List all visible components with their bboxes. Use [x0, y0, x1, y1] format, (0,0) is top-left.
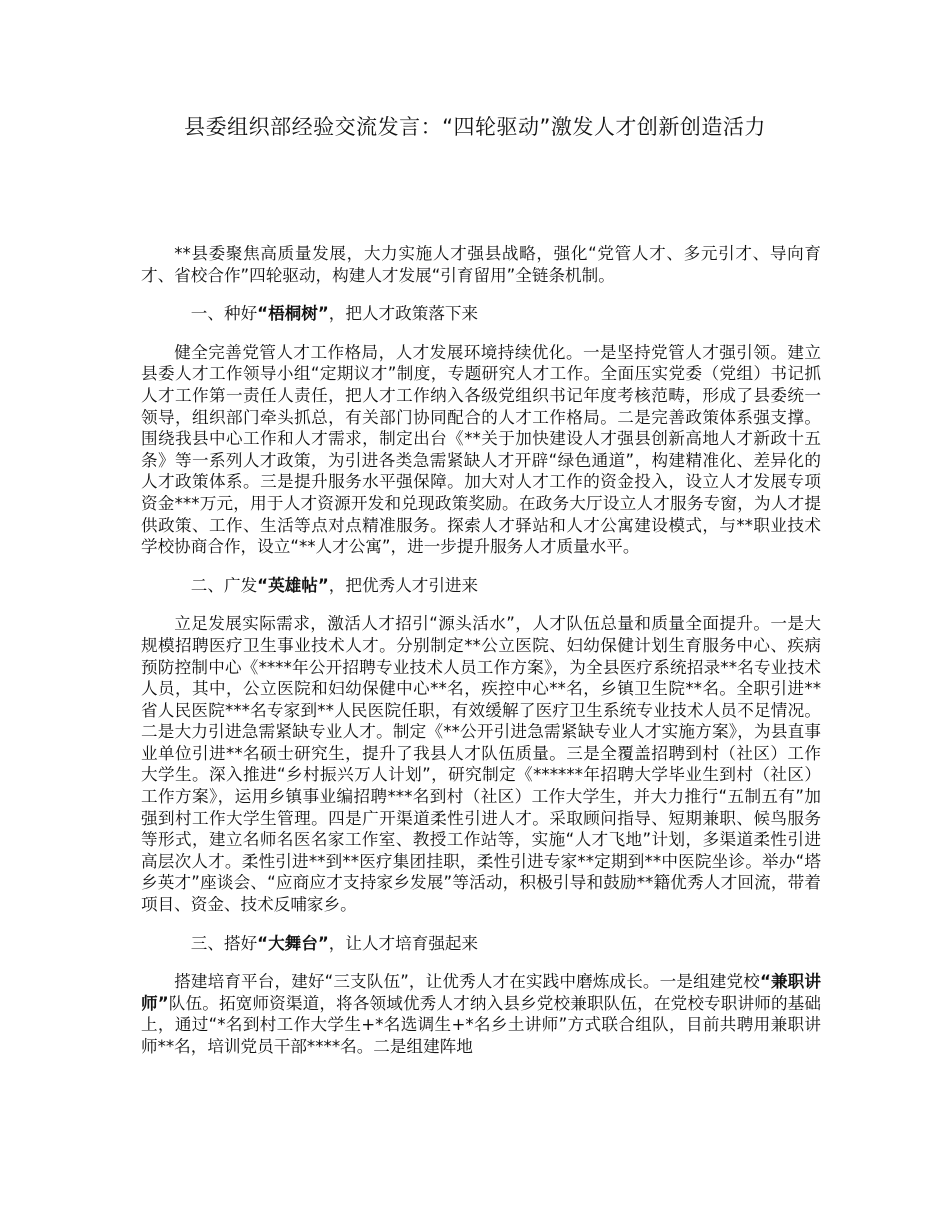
section-3-body-prefix: 搭建培育平台，建好“三支队伍”，让优秀人才在实践中磨炼成长。一是组建党校	[174, 972, 760, 992]
section-heading-1	[141, 303, 821, 325]
document-body	[141, 243, 821, 1058]
section-1-paragraph: 健全完善党管人才工作格局，人才发展环境持续优化。一是坚持党管人才强引领。建立县委人才工作领导小组“定期议才”制度，专题研究人才工作。全面压实党委（党组）书记抓人才工作第一责任人责任，把人才工作纳入各级党组织书记年度考核范畴，形成了县委统一领导，组织部门牵头抓总，有关部门协同配合的人才工作格局。二是完善政策体系强支撑。围绕我县中心工作和人才需求，制定出台《**关于加快建设人才强县创新高地人才新政十五条》等一系列人才政策，为引进各类急需紧缺人才开辟“绿色通道”，构建精准化、差异化的人才政策体系。三是提升服务水平强保障。加大对人才工作的资金投入，设立人才发展专项资金***万元，用于人才资源开发和兑现政策奖励。在政务大厅设立人才服务专窗，为人才提供政策、工作、生活等点对点精准服务。探索人才驿站和人才公寓建设模式，与**职业技术学校协商合作，设立“**人才公寓”，进一步提升服务人才质量水平。	[141, 342, 821, 557]
section-3-body-suffix: 队伍。拓宽师资渠道，将各领域优秀人才纳入县乡党校兼职队伍，在党校专职讲师的基础上，通过“*名到村工作大学生+*名选调生+*名乡土讲师”方式联合组队，目前共聘用兼职讲师**名，培训党员干部****名。二是组建阵地	[141, 993, 822, 1056]
intro-paragraph: **县委聚焦高质量发展，大力实施人才强县战略，强化“党管人才、多元引才、导向育才、省校合作”四轮驱动，构建人才发展“引育留用”全链条机制。	[141, 244, 821, 285]
section-heading-2-emphasis: “英雄帖”	[257, 575, 329, 595]
section-heading-3-emphasis: “大舞台”	[257, 933, 329, 953]
section-heading-1-prefix: 一、种好	[190, 304, 258, 324]
section-heading-1-suffix: ，把人才政策落下来	[328, 304, 479, 324]
section-heading-2-prefix: 二、广发	[190, 575, 258, 595]
document-title: 县委组织部经验交流发言：“四轮驱动”激发人才创新创造活力	[184, 115, 766, 139]
section-2-paragraph: 立足发展实际需求，激活人才招引“源头活水”，人才队伍总量和质量全面提升。一是大规模招聘医疗卫生事业技术人才。分别制定**公立医院、妇幼保健计划生育服务中心、疾病预防控制中心《****年公开招聘专业技术人员工作方案》，为全县医疗系统招录**名专业技术人员，其中，公立医院和妇幼保健中心**名，疾控中心**名，乡镇卫生院**名。全职引进**省人民医院***名专家到**人民医院任职，有效缓解了医疗卫生系统专业技术人员不足情况。二是大力引进急需紧缺专业人才。制定《**公开引进急需紧缺专业人才实施方案》，为县直事业单位引进**名硕士研究生，提升了我县人才队伍质量。三是全覆盖招聘到村（社区）工作大学生。深入推进“乡村振兴万人计划”，研究制定《******年招聘大学毕业生到村（社区）工作方案》，运用乡镇事业编招聘***名到村（社区）工作大学生，并大力推行“五制五有”加强到村工作大学生管理。四是广开渠道柔性引进人才。采取顾问指导、短期兼职、候鸟服务等形式，建立名师名医名家工作室、教授工作站等，实施“人才飞地”计划，多渠道柔性引进高层次人才。柔性引进**到**医疗集团挂职，柔性引进专家**定期到**中医院坐诊。举办“塔乡英才”座谈会、“应商应才支持家乡发展”等活动，积极引导和鼓励**籍优秀人才回流，带着项目、资金、技术反哺家乡。	[141, 614, 821, 915]
section-3-paragraph	[141, 971, 821, 1057]
section-heading-1-emphasis: “梧桐树”	[257, 304, 329, 324]
section-heading-2-suffix: ，把优秀人才引进来	[328, 575, 479, 595]
section-heading-3-prefix: 三、搭好	[190, 933, 258, 953]
section-heading-3-suffix: ，让人才培育强起来	[328, 933, 479, 953]
section-heading-3	[141, 933, 821, 955]
section-3-body-emphasis: “兼职讲师”	[141, 972, 821, 1013]
section-heading-2	[141, 575, 821, 597]
